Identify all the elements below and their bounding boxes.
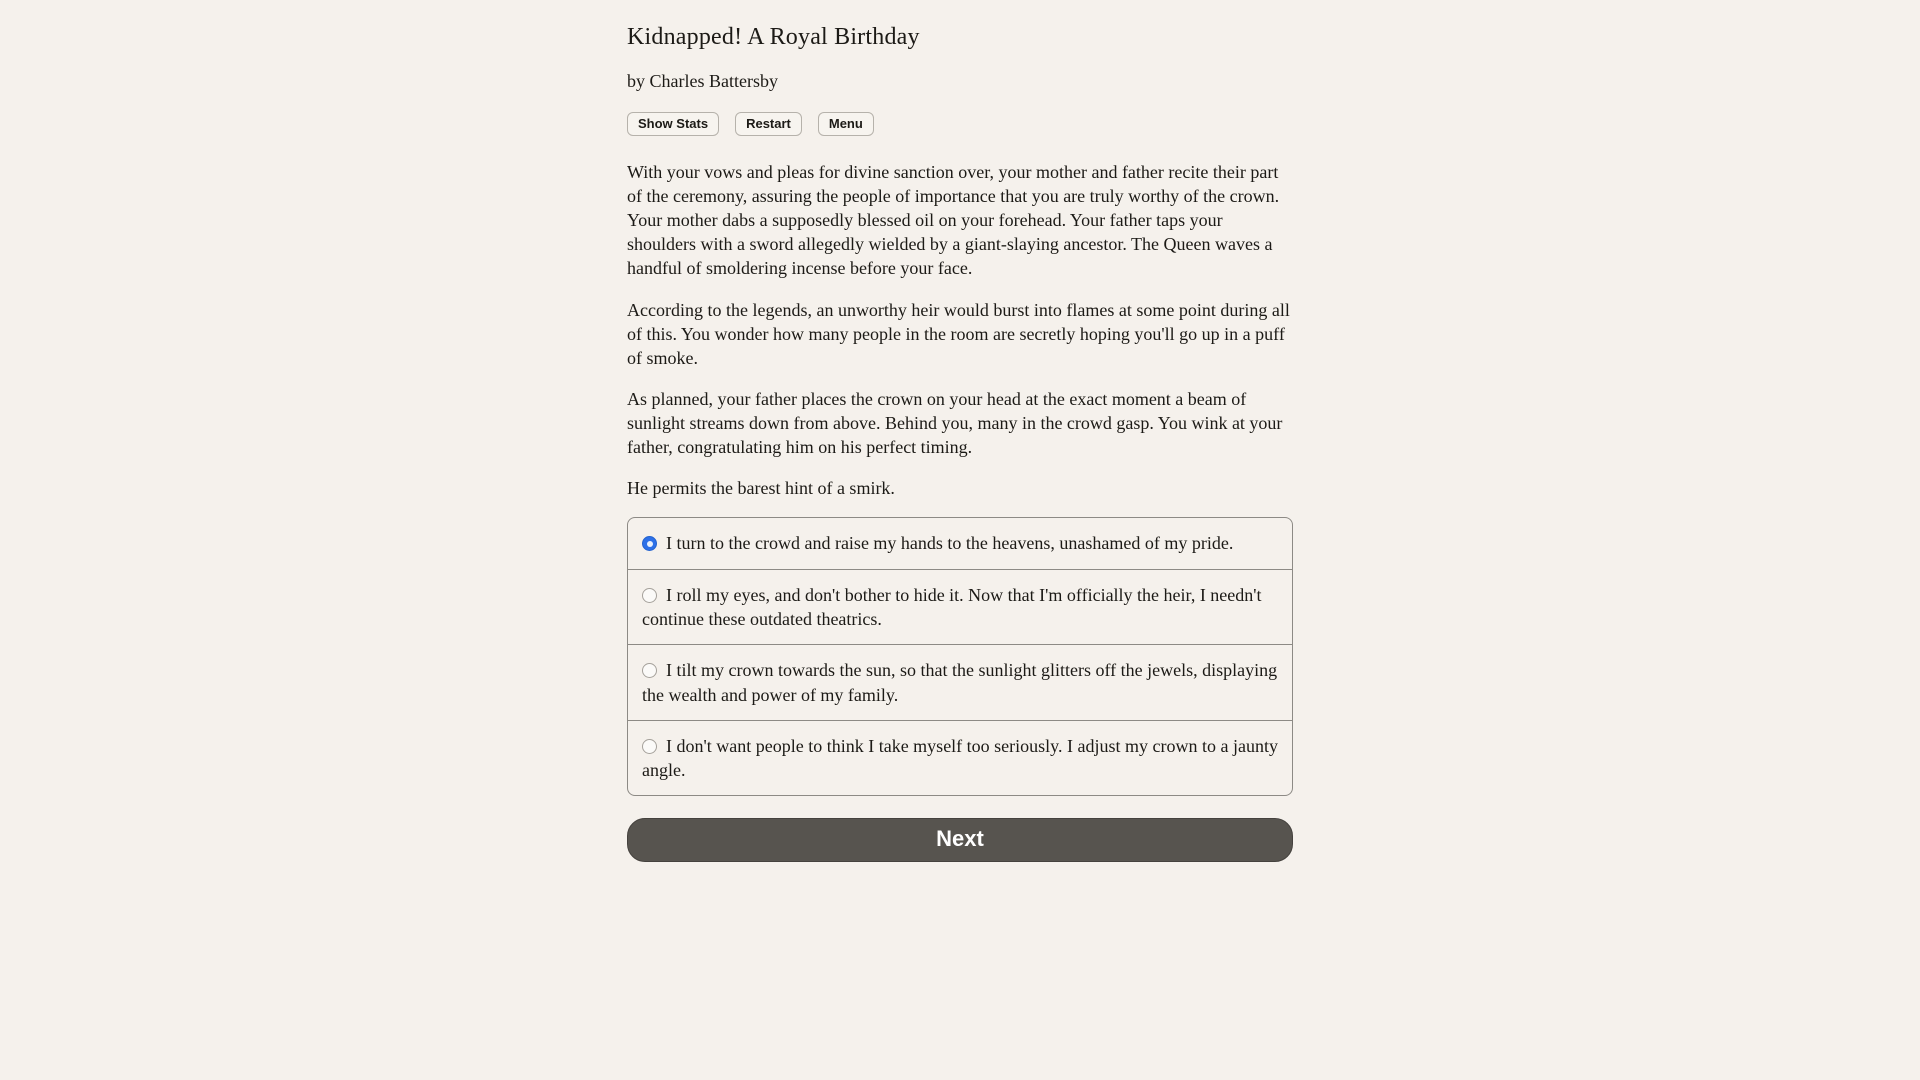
story-paragraph-4: He permits the barest hint of a smirk. — [627, 478, 895, 499]
choice-option-1[interactable] — [628, 518, 1292, 568]
choice-option-2[interactable] — [628, 569, 1292, 645]
story-paragraph-3: As planned, your father places the crown on your head at the exact moment a beam of sunlight streams down from above. Behind you, many in the crowd gasp. You wink at your father, congratulating him on his perfect timing. — [627, 388, 1283, 458]
choice-option-label: I tilt my crown towards the sun, so that the sunlight glitters off the jewels, displaying the wealth and power of my family. — [642, 660, 1278, 705]
byline: by Charles Battersby — [627, 71, 778, 91]
radio-button-icon[interactable] — [642, 739, 657, 754]
story-paragraph-2: According to the legends, an unworthy heir would burst into flames at some point during all of this. You wonder how many people in the room are secretly hoping you'll go up in a puff of smoke. — [627, 299, 1290, 368]
choice-option-label: I don't want people to think I take myself too seriously. I adjust my crown to a jaunty angle. — [642, 735, 1278, 781]
radio-button-icon[interactable] — [642, 536, 657, 551]
next-button[interactable]: Next — [627, 818, 1293, 862]
story-text — [627, 160, 1293, 500]
choice-option-label: I roll my eyes, and don't bother to hide it. Now that I'm officially the heir, I needn't continue these outdated theatrics. — [642, 584, 1262, 629]
page-title: Kidnapped! A Royal Birthday — [627, 24, 920, 50]
story-paragraph-1: With your vows and pleas for divine sanction over, your mother and father recite their part of the ceremony, assuring the people of importance that you are truly worthy of the crown. Your mother dabs a supposedly blessed oil on your forehead. Your father taps your shoulders with a sword allegedly wielded by a giant-slaying ancestor. The Queen waves a handful of smoldering incense before your face. — [627, 162, 1280, 279]
radio-button-icon[interactable] — [642, 663, 657, 678]
content-column — [627, 0, 1293, 862]
menu-button[interactable]: Menu — [818, 112, 874, 136]
show-stats-button[interactable]: Show Stats — [627, 112, 719, 136]
radio-button-icon[interactable] — [642, 588, 657, 603]
choice-list — [627, 517, 1293, 796]
choice-option-4[interactable] — [628, 720, 1292, 796]
restart-button[interactable]: Restart — [735, 112, 802, 136]
choice-option-label: I turn to the crowd and raise my hands to the heavens, unashamed of my pride. — [666, 533, 1234, 554]
choice-option-3[interactable] — [628, 644, 1292, 720]
toolbar — [627, 112, 1293, 136]
